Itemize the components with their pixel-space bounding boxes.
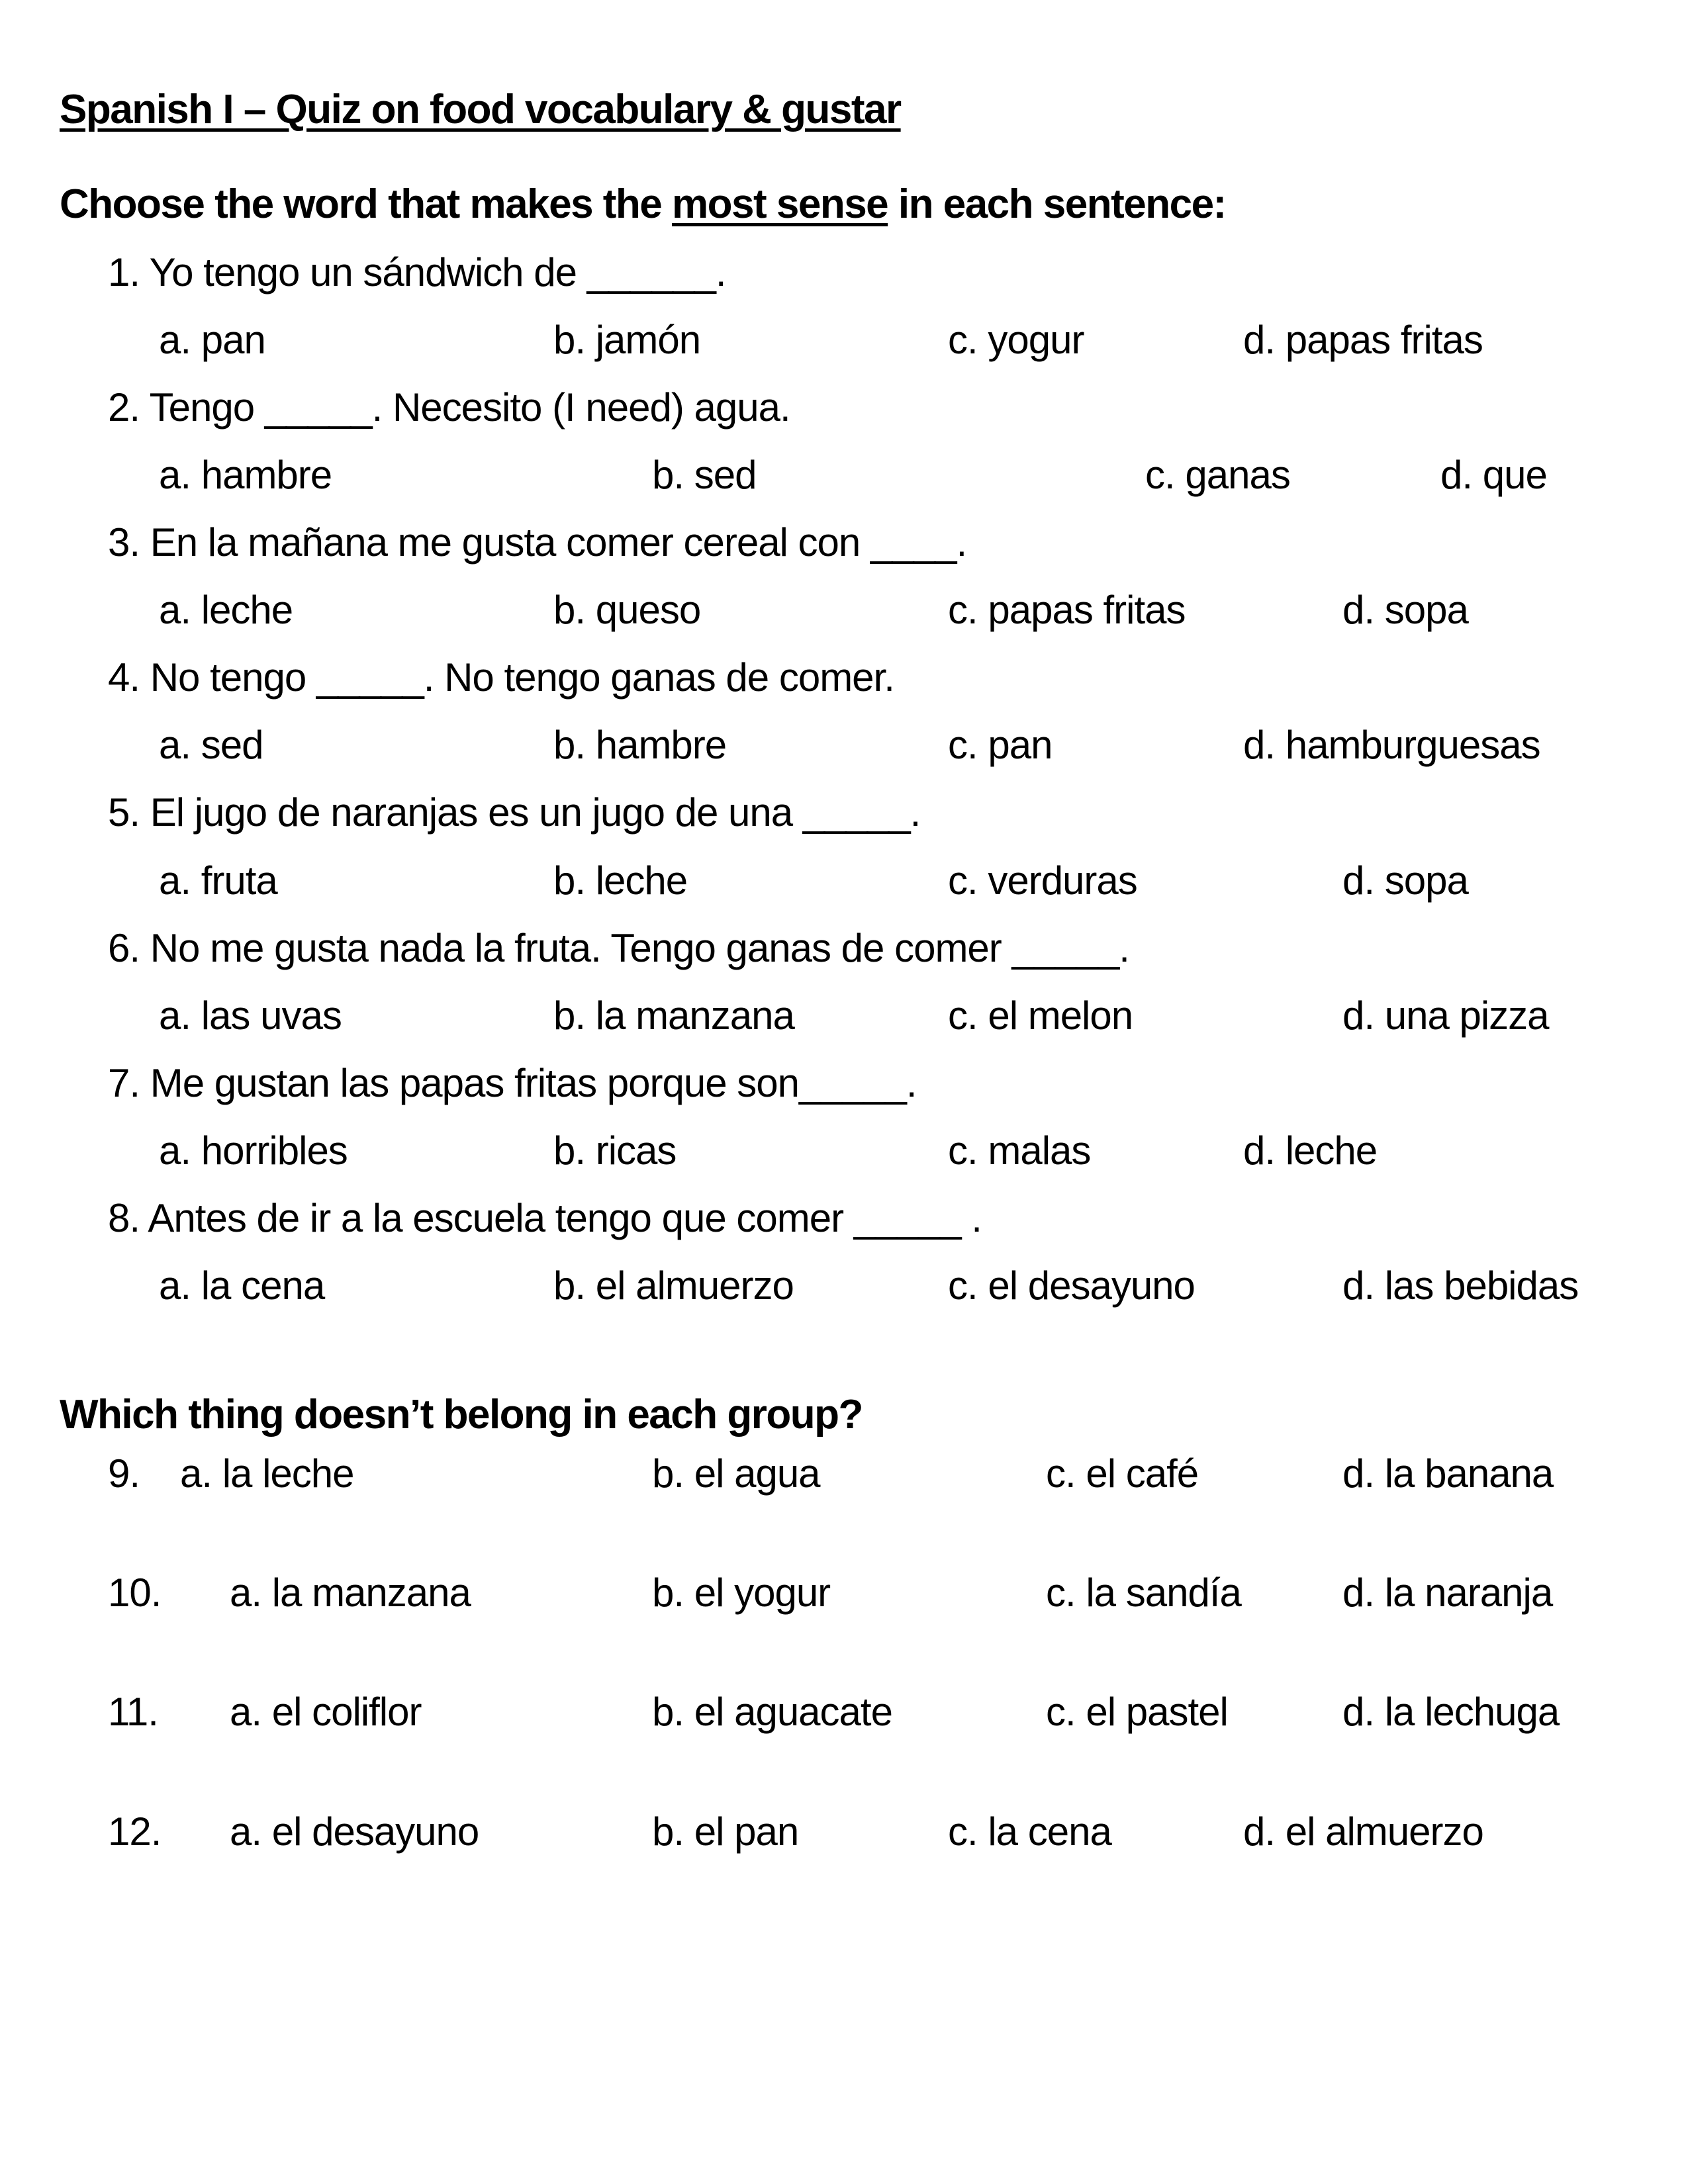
question-8: 8. Antes de ir a la escuela tengo que comer _____ . [108, 1196, 982, 1240]
question-2: 2. Tengo _____. Necesito (I need) agua. [108, 385, 790, 430]
option-10c[interactable]: c. la sandía [1046, 1570, 1241, 1615]
option-11d[interactable]: d. la lechuga [1342, 1690, 1560, 1734]
option-1d[interactable]: d. papas fritas [1243, 318, 1483, 362]
option-1a[interactable]: a. pan [159, 318, 265, 362]
question-7: 7. Me gustan las papas fritas porque son_____. [108, 1061, 917, 1105]
option-5b[interactable]: b. leche [553, 858, 688, 903]
option-9b[interactable]: b. el agua [652, 1451, 820, 1496]
option-11c[interactable]: c. el pastel [1046, 1690, 1228, 1734]
option-5d[interactable]: d. sopa [1342, 858, 1468, 903]
question-1: 1. Yo tengo un sándwich de ______. [108, 250, 726, 295]
option-10a[interactable]: a. la manzana [230, 1570, 471, 1615]
option-3b[interactable]: b. queso [553, 588, 701, 632]
question-10-number: 10. [108, 1570, 162, 1615]
option-9d[interactable]: d. la banana [1342, 1451, 1554, 1496]
option-1b[interactable]: b. jamón [553, 318, 701, 362]
option-10d[interactable]: d. la naranja [1342, 1570, 1553, 1615]
option-6a[interactable]: a. las uvas [159, 993, 342, 1038]
option-12b[interactable]: b. el pan [652, 1809, 799, 1854]
option-8b[interactable]: b. el almuerzo [553, 1263, 794, 1308]
option-4d[interactable]: d. hamburguesas [1243, 723, 1540, 767]
option-4b[interactable]: b. hambre [553, 723, 727, 767]
option-6d[interactable]: d. una pizza [1342, 993, 1549, 1038]
option-11b[interactable]: b. el aguacate [652, 1690, 892, 1734]
option-9a[interactable]: a. la leche [180, 1451, 354, 1496]
option-8a[interactable]: a. la cena [159, 1263, 325, 1308]
question-11-number: 11. [108, 1690, 158, 1734]
option-12d[interactable]: d. el almuerzo [1243, 1809, 1483, 1854]
question-9-number: 9. [108, 1451, 140, 1496]
question-12-number: 12. [108, 1809, 162, 1854]
option-2b[interactable]: b. sed [652, 453, 757, 497]
option-7a[interactable]: a. horribles [159, 1128, 348, 1173]
option-8d[interactable]: d. las bebidas [1342, 1263, 1579, 1308]
option-10b[interactable]: b. el yogur [652, 1570, 831, 1615]
heading-text: Choose the word that makes the [60, 181, 673, 227]
question-5: 5. El jugo de naranjas es un jugo de una _____. [108, 790, 921, 835]
option-4a[interactable]: a. sed [159, 723, 263, 767]
option-5c[interactable]: c. verduras [948, 858, 1137, 903]
option-12c[interactable]: c. la cena [948, 1809, 1111, 1854]
heading-emphasis: most sense [672, 181, 888, 227]
option-9c[interactable]: c. el café [1046, 1451, 1199, 1496]
option-2d[interactable]: d. que [1440, 453, 1547, 497]
option-7b[interactable]: b. ricas [553, 1128, 677, 1173]
option-12a[interactable]: a. el desayuno [230, 1809, 479, 1854]
question-6: 6. No me gusta nada la fruta. Tengo ganas de comer _____. [108, 926, 1129, 970]
option-4c[interactable]: c. pan [948, 723, 1053, 767]
question-3: 3. En la mañana me gusta comer cereal con ____. [108, 520, 967, 565]
option-3d[interactable]: d. sopa [1342, 588, 1468, 632]
option-2a[interactable]: a. hambre [159, 453, 332, 497]
option-5a[interactable]: a. fruta [159, 858, 277, 903]
section2-heading: Which thing doesn’t belong in each group? [60, 1392, 863, 1437]
question-4: 4. No tengo _____. No tengo ganas de comer. [108, 655, 894, 700]
option-6c[interactable]: c. el melon [948, 993, 1133, 1038]
option-2c[interactable]: c. ganas [1145, 453, 1290, 497]
option-3c[interactable]: c. papas fritas [948, 588, 1186, 632]
option-1c[interactable]: c. yogur [948, 318, 1084, 362]
option-11a[interactable]: a. el coliflor [230, 1690, 422, 1734]
option-6b[interactable]: b. la manzana [553, 993, 794, 1038]
heading-text: in each sentence: [888, 181, 1226, 227]
section1-heading [60, 181, 1226, 227]
option-8c[interactable]: c. el desayuno [948, 1263, 1195, 1308]
page-title: Spanish I – Quiz on food vocabulary & gustar [60, 87, 901, 132]
option-7c[interactable]: c. malas [948, 1128, 1091, 1173]
option-3a[interactable]: a. leche [159, 588, 293, 632]
option-7d[interactable]: d. leche [1243, 1128, 1378, 1173]
